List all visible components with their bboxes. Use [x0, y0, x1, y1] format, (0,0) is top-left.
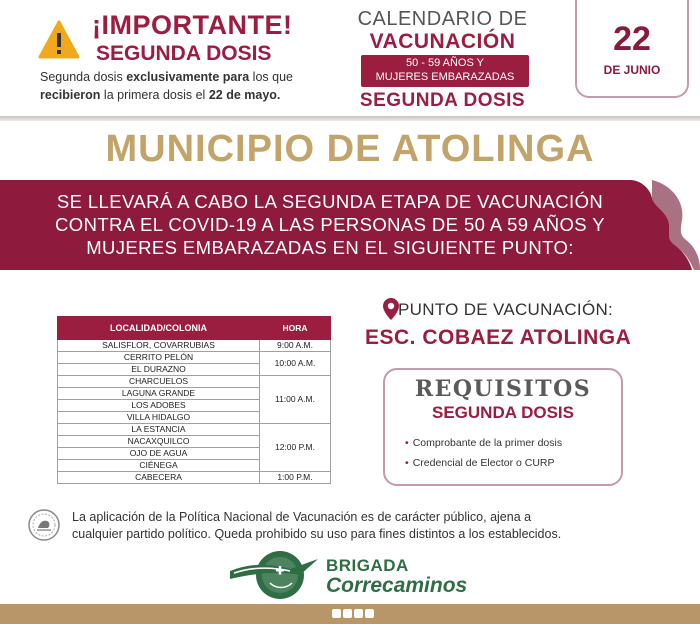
locality-cell: CERRITO PELÓN — [58, 352, 260, 364]
locality-cell: NACAXQUILCO — [58, 436, 260, 448]
table-row — [58, 352, 331, 364]
facebook-icon[interactable] — [332, 609, 341, 618]
locality-cell: EL DURAZNO — [58, 364, 260, 376]
col-hora-header: HORA — [260, 317, 331, 340]
vacunacion-label: VACUNACIÓN — [369, 30, 516, 53]
table-row — [58, 376, 331, 388]
table-row — [58, 424, 331, 436]
punto-name: ESC. COBAEZ ATOLINGA — [365, 326, 632, 349]
disclaimer-line1: La aplicación de la Política Nacional de Vacunación es de carácter público, ajena a — [72, 510, 532, 524]
group-badge-line1: 50 - 59 AÑOS Y — [405, 57, 485, 69]
locality-cell: CIÉNEGA — [58, 460, 260, 472]
banner-line2: CONTRA EL COVID-19 A LAS PERSONAS DE 50 A 59 AÑOS Y — [55, 214, 605, 235]
requisitos-title: REQUISITOS — [414, 376, 592, 402]
requisito-item: • Comprobante de la primer dosis — [405, 437, 563, 449]
date-month: DE JUNIO — [603, 63, 661, 77]
segunda-dosis-label: SEGUNDA DOSIS — [359, 90, 526, 111]
correcaminos-label: Correcaminos — [326, 574, 468, 597]
importante-title: ¡IMPORTANTE! — [92, 10, 293, 40]
calendario-label: CALENDARIO DE — [357, 8, 528, 30]
municipio-title: MUNICIPIO DE ATOLINGA — [105, 128, 595, 170]
location-pin-icon — [383, 298, 399, 320]
locality-cell: OJO DE AGUA — [58, 448, 260, 460]
brigada-logo — [230, 549, 318, 601]
warning-icon — [38, 20, 80, 60]
schedule-table — [57, 316, 331, 484]
punto-label: PUNTO DE VACUNACIÓN: — [398, 300, 614, 319]
disclaimer-line2: cualquier partido político. Queda prohibido su uso para fines distintos a los establecidos. — [72, 527, 562, 541]
locality-cell: VILLA HIDALGO — [58, 412, 260, 424]
segunda-dosis-heading: SEGUNDA DOSIS — [96, 42, 272, 65]
group-badge-line2: MUJERES EMBARAZADAS — [375, 71, 515, 83]
hour-cell: 9:00 A.M. — [260, 340, 331, 352]
date-day: 22 — [613, 20, 651, 58]
government-seal-icon — [28, 509, 60, 541]
locality-cell: CHARCUELOS — [58, 376, 260, 388]
hour-cell: 11:00 A.M. — [260, 376, 331, 424]
locality-cell: LA ESTANCIA — [58, 424, 260, 436]
header-divider — [0, 116, 700, 121]
bullet-icon: • — [405, 457, 409, 469]
importante-text-line2: recibieron la primera dosis el 22 de mayo. — [40, 88, 281, 102]
locality-cell: SALISFLOR, COVARRUBIAS — [58, 340, 260, 352]
instagram-icon[interactable] — [354, 609, 363, 618]
banner-line3: MUJERES EMBARAZADAS EN EL SIGUIENTE PUNTO: — [86, 237, 574, 258]
hour-cell: 1:00 P.M. — [260, 472, 331, 484]
locality-cell: CABECERA — [58, 472, 260, 484]
requisitos-subtitle: SEGUNDA DOSIS — [431, 403, 574, 422]
bullet-icon: • — [405, 437, 409, 449]
banner-line1: SE LLEVARÁ A CABO LA SEGUNDA ETAPA DE VACUNACIÓN — [56, 191, 604, 212]
hour-cell: 10:00 A.M. — [260, 352, 331, 376]
table-header-row — [58, 317, 331, 340]
importante-text-line1: Segunda dosis exclusivamente para los que — [40, 70, 293, 84]
locality-cell: LAGUNA GRANDE — [58, 388, 260, 400]
requisito-item: • Credencial de Elector o CURP — [405, 457, 555, 469]
hour-cell: 12:00 P.M. — [260, 424, 331, 472]
col-localidad-header: LOCALIDAD/COLONIA — [58, 317, 260, 340]
brigada-label: BRIGADA — [326, 556, 409, 575]
table-row — [58, 340, 331, 352]
youtube-icon[interactable] — [365, 609, 374, 618]
locality-cell: LOS ADOBES — [58, 400, 260, 412]
twitter-icon[interactable] — [343, 609, 352, 618]
table-row — [58, 472, 331, 484]
